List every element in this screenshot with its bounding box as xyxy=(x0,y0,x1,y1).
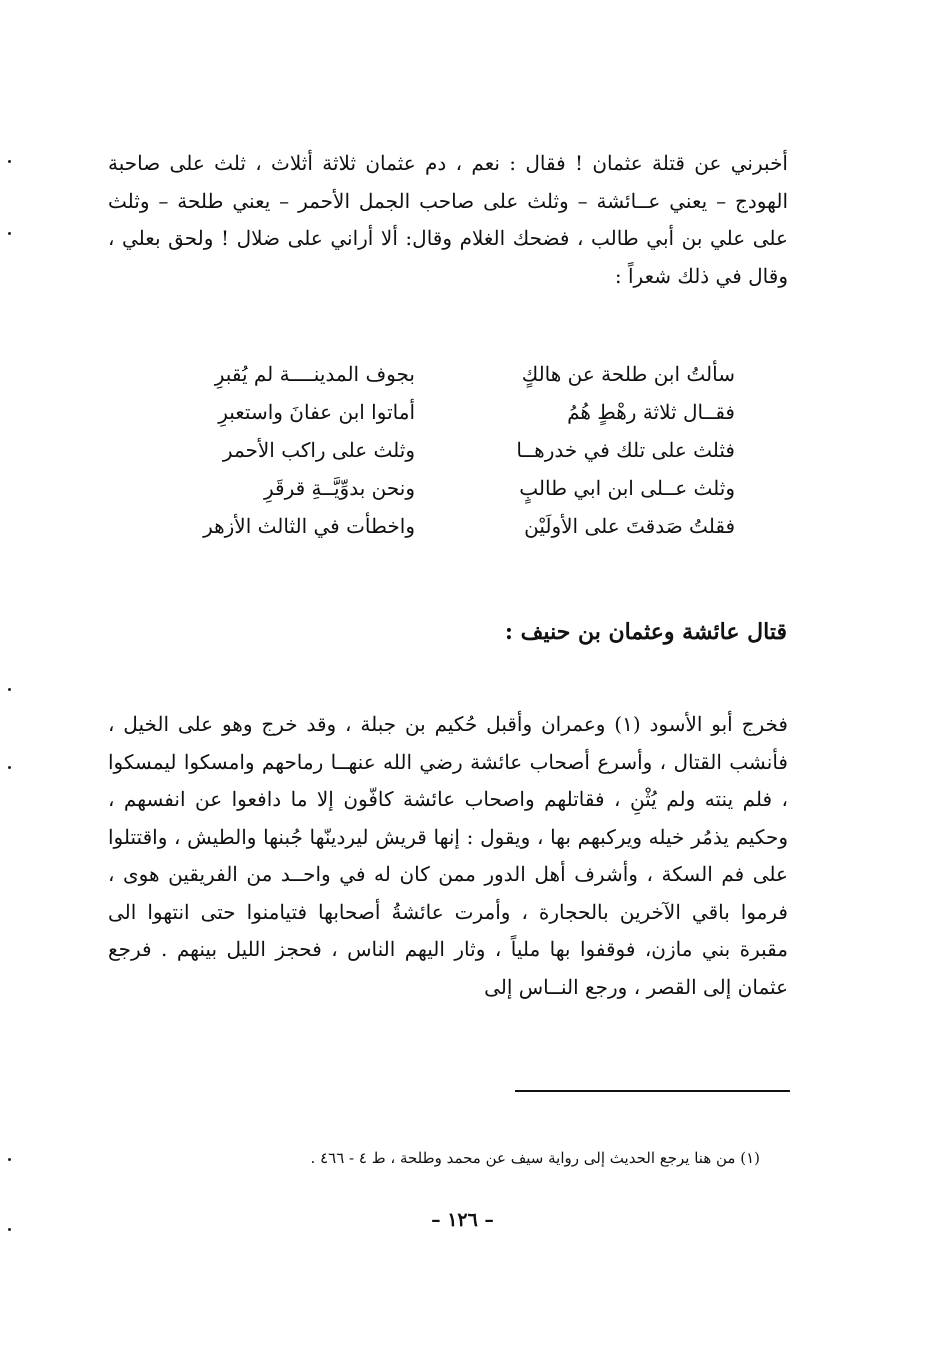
scan-speck xyxy=(8,766,11,769)
verse-first-hemistich: فثلث على تلك في خدرهــا xyxy=(516,438,735,462)
verse-second-hemistich: واخطأت في الثالث الأزهر xyxy=(203,514,415,538)
verse-first-hemistich: فقــال ثلاثة رهْطٍ هُمُ xyxy=(567,400,735,424)
poem-verse-5 xyxy=(0,507,925,545)
section-heading: قتال عائشة وعثمان بن حنيف : xyxy=(504,619,787,645)
poem-verse-2 xyxy=(0,393,925,431)
verse-second-hemistich: بجوف المدينــــة لم يُقبرِ xyxy=(214,362,415,386)
scan-speck xyxy=(8,688,11,691)
scan-speck xyxy=(8,232,11,235)
scan-speck xyxy=(8,1158,11,1161)
verse-second-hemistich: أماتوا ابن عفانَ واستعبرِ xyxy=(218,400,415,424)
verse-second-hemistich: وثلث على راكب الأحمر xyxy=(222,438,415,462)
footnote: (١) من هنا يرجع الحديث إلى رواية سيف عن محمد وطلحة ، ط ٤ - ٤٦٦ . xyxy=(310,1149,760,1167)
scan-speck xyxy=(8,160,11,163)
verse-first-hemistich: فقلتُ صَدقتَ على الأولَيْن xyxy=(524,514,735,538)
scan-speck xyxy=(8,1228,11,1231)
body-paragraph-2: فخرج أبو الأسود (١) وعمران وأقبل حُكيم بن جبلة ، وقد خرج وهو على الخيل ، فأنشب القتال ، وأسرع أصحاب عائشة رضي الله عنهــا رماحهم وامسكوا ليمسكوا ، فلم ينته ولم يُثْنِ ، فقاتلهم واصحاب عائشة كافّون إلا ما دافعوا عن انفسهم ، وحكيم يذمُر خيله ويركبهم بها ، ويقول : إنها قريش ليردينّها جُبنها والطيش ، واقتتلوا على فم السكة ، وأشرف أهل الدور ممن كان له في واحــد من الفريقين هوى ، فرموا باقي الآخرين بالحجارة ، وأمرت عائشةُ أصحابها فتيامنوا حتى انتهوا الى مقبرة بني مازن، فوقفوا بها ملياً ، وثار اليهم الناس ، فحجز الليل بينهم . فرجع عثمان إلى القصر ، ورجع النــاس إلى xyxy=(108,712,788,999)
poem-verse-1 xyxy=(0,355,925,393)
verse-first-hemistich: سألتُ ابن طلحة عن هالكٍ xyxy=(521,362,735,386)
verse-first-hemistich: وثلث عــلى ابن ابي طالبٍ xyxy=(519,476,735,500)
verse-second-hemistich: ونحن بدوِّيَّــةِ قرقَرِ xyxy=(264,476,415,500)
page-number: – ١٢٦ – xyxy=(431,1209,494,1231)
body-paragraph-1: أخبرني عن قتلة عثمان ! فقال : نعم ، دم عثمان ثلاثة أثلاث ، ثلث على صاحبة الهودج – يعني عــائشة – وثلث على صاحب الجمل الأحمر – يعني طلحة – وثلث على علي بن أبي طالب ، فضحك الغلام وقال: ألا أراني على ضلال ! ولحق بعلي ، وقال في ذلك شعراً : xyxy=(108,151,788,288)
poem-verse-4 xyxy=(0,469,925,507)
footnote-separator xyxy=(515,1090,790,1092)
poem-verse-3 xyxy=(0,431,925,469)
